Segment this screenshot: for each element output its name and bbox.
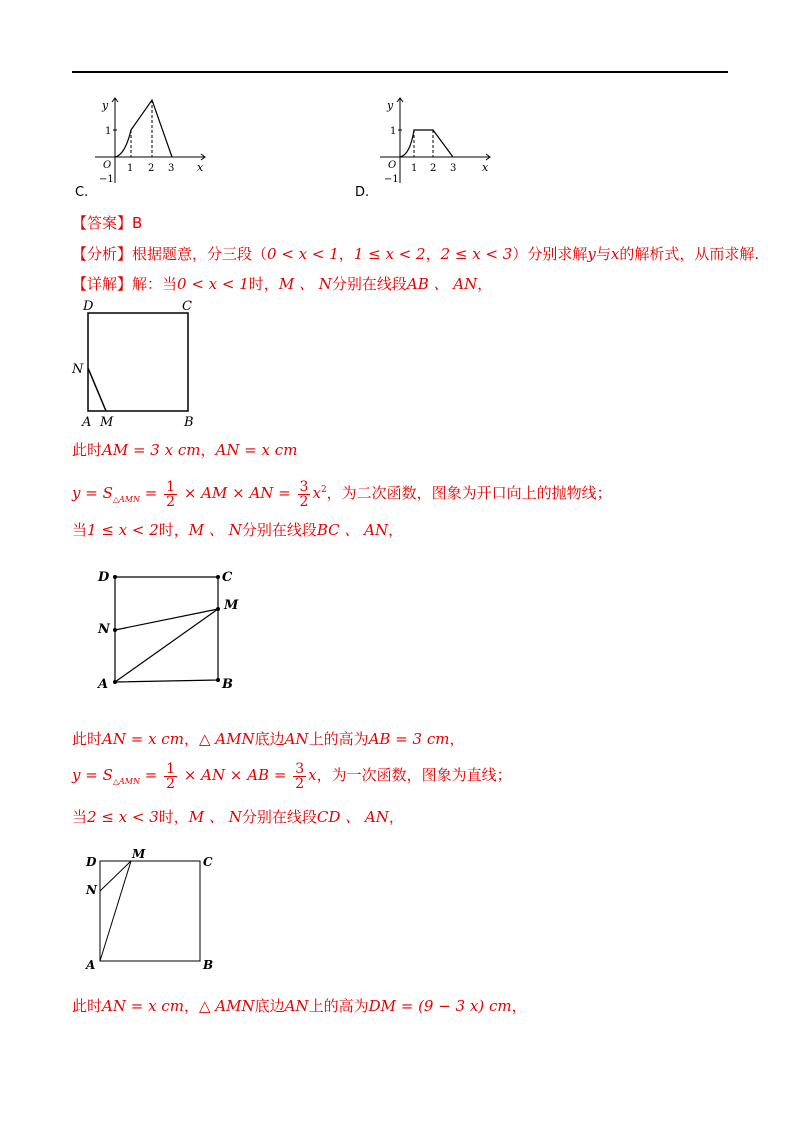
detail-line: 【详解】解：当0 < x < 1时，M 、 N分别在线段AB 、 AN， — [72, 275, 493, 293]
label-d: D — [83, 299, 94, 314]
answer-tag: 【答案】 — [72, 214, 133, 232]
case3-intro: 当2 ≤ x < 3时，M 、 N分别在线段CD 、 AN， — [72, 808, 404, 826]
square — [115, 577, 218, 682]
origin-label: O — [388, 160, 397, 171]
detail-tag: 【详解】 — [72, 275, 133, 293]
option-d-label: D. — [355, 185, 370, 200]
axis-x-label: x — [482, 161, 489, 174]
tick-1: 1 — [127, 163, 134, 174]
label-d: D — [98, 570, 110, 585]
option-c-curve — [115, 100, 172, 157]
case1-figure — [70, 298, 210, 430]
answer-value: B — [132, 214, 143, 232]
option-d-graph — [370, 95, 500, 185]
label-n: N — [86, 883, 97, 897]
case3-condition: 此时AN = x cm，△ AMN底边AN上的高为DM = (9 − 3 x) cm， — [72, 997, 527, 1015]
origin-label: O — [103, 160, 112, 171]
tick-y1: 1 — [105, 126, 112, 137]
option-c-label: C. — [75, 185, 89, 200]
tick-neg1: −1 — [384, 174, 399, 185]
case2-condition: 此时AN = x cm，△ AMN底边AN上的高为AB = 3 cm， — [72, 730, 465, 748]
label-c: C — [203, 855, 213, 869]
analysis-tag: 【分析】 — [72, 245, 133, 263]
answer-line — [72, 213, 142, 233]
analysis-line: 【分析】根据题意，分三段（0 < x < 1，1 ≤ x < 2，2 ≤ x < 3）分别求解y与x的解析式，从而求解. — [72, 245, 760, 263]
header-rule — [72, 71, 728, 73]
label-a: A — [98, 677, 109, 692]
label-m: M — [100, 415, 114, 430]
tick-neg1: −1 — [99, 174, 114, 185]
fraction: $\frac{3}{2}$ — [299, 478, 309, 510]
case3-figure — [82, 845, 222, 973]
case2-figure — [92, 563, 252, 698]
label-b: B — [222, 677, 233, 692]
label-n: N — [98, 622, 110, 637]
label-c: C — [182, 299, 192, 314]
label-b: B — [184, 415, 194, 430]
tick-2: 2 — [148, 163, 155, 174]
case2-formula: $y = S_{\triangle AMN}$ = $\frac{1}{2}$ × AN × AB = $\frac{3}{2}$ x，为一次函数，图象为直线； — [72, 760, 512, 792]
option-d-curve — [400, 130, 453, 157]
label-b: B — [203, 958, 214, 972]
case1-formula: $y = S_{\triangle AMN}$ = $\frac{1}{2}$ × AM × AN = $\frac{3}{2}$ $x^2$，为二次函数，图象为开口向上的抛物线； — [72, 478, 612, 510]
label-d: D — [86, 855, 97, 869]
fraction: $\frac{1}{2}$ — [166, 478, 176, 510]
square — [88, 313, 188, 411]
segment-nm — [88, 368, 106, 411]
label-a: A — [86, 958, 96, 972]
axis-x-label: x — [197, 161, 204, 174]
label-m: M — [132, 847, 146, 861]
label-c: C — [222, 570, 233, 585]
tick-3: 3 — [168, 163, 175, 174]
tick-2: 2 — [430, 163, 437, 174]
tick-y1: 1 — [390, 126, 397, 137]
option-c-graph — [85, 95, 215, 185]
fraction: $\frac{1}{2}$ — [166, 760, 176, 792]
case1-condition: 此时AM = 3 x cm，AN = x cm — [72, 441, 298, 459]
tick-3: 3 — [450, 163, 457, 174]
tick-1: 1 — [411, 163, 418, 174]
axis-y-label: y — [102, 99, 109, 112]
fraction: $\frac{3}{2}$ — [295, 760, 305, 792]
case2-intro: 当1 ≤ x < 2时，M 、 N分别在线段BC 、 AN， — [72, 521, 404, 539]
axis-y-label: y — [387, 99, 394, 112]
label-a: A — [82, 415, 92, 430]
label-m: M — [224, 598, 239, 613]
label-n: N — [72, 362, 84, 377]
